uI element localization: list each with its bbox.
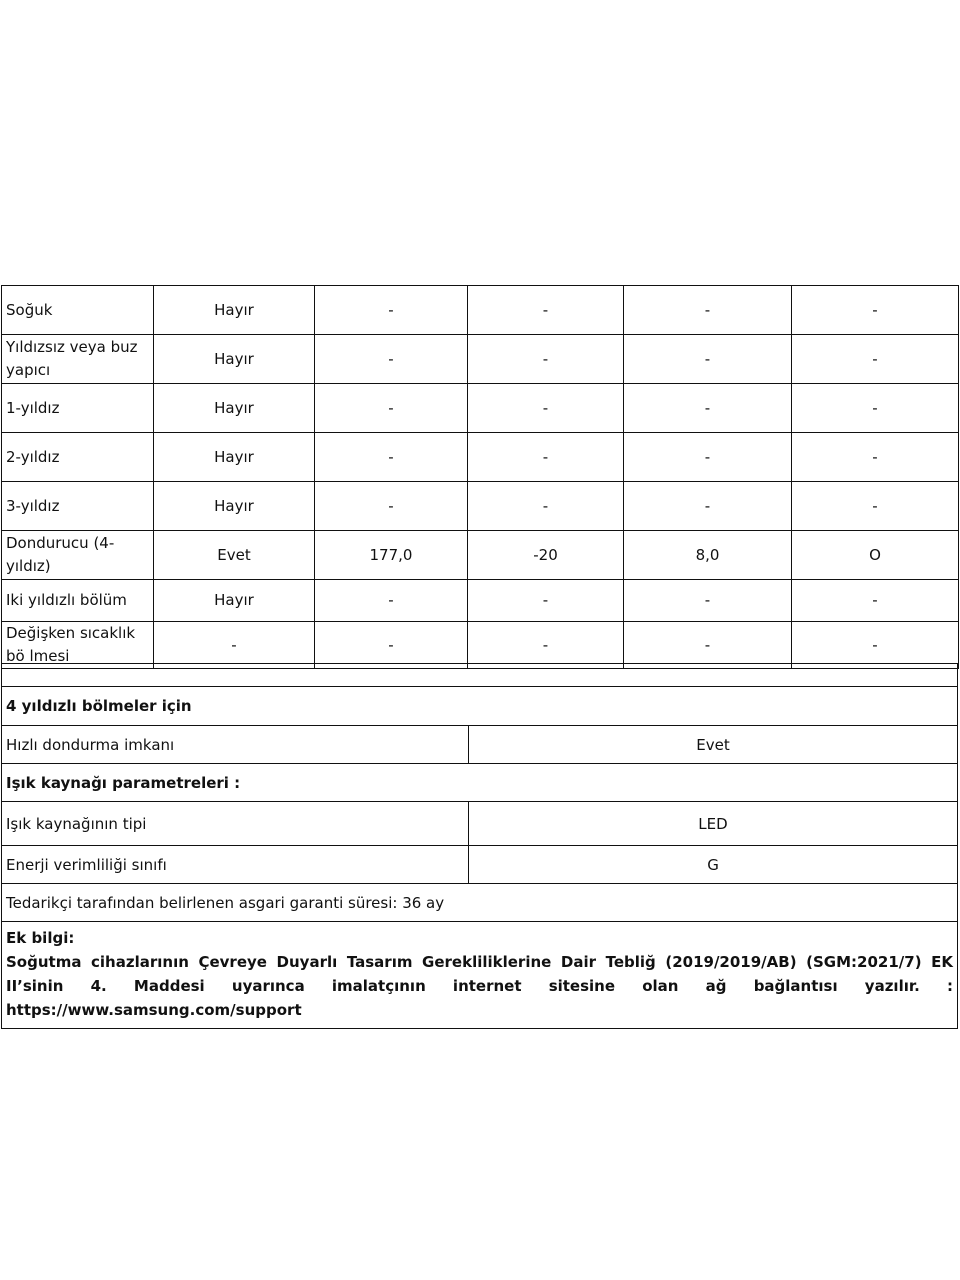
fast-freeze-label: Hızlı dondurma imkanı <box>2 726 469 763</box>
spacer-row <box>2 663 957 686</box>
four-star-heading: 4 yıldızlı bölmeler için <box>6 697 192 715</box>
cell: - <box>315 482 468 531</box>
cell: - <box>468 482 624 531</box>
light-heading-row <box>2 763 957 801</box>
cell: - <box>468 335 624 384</box>
compartment-name: 1-yıldız <box>2 384 154 433</box>
compartment-name: 2-yıldız <box>2 433 154 482</box>
cell: Evet <box>154 531 315 580</box>
light-heading: Işık kaynağı parametreleri : <box>6 773 241 792</box>
compartment-name: Dondurucu (4-yıldız) <box>2 531 154 580</box>
table-row <box>2 531 959 580</box>
compartment-name: Değişken sıcaklık bö lmesi <box>2 622 154 669</box>
warranty-text: Tedarikçi tarafından belirlenen asgari garanti süresi: 36 ay <box>6 893 445 912</box>
cell: - <box>624 335 792 384</box>
cell: O <box>792 531 959 580</box>
cell: Hayır <box>154 384 315 433</box>
compartment-name: 3-yıldız <box>2 482 154 531</box>
table-row <box>2 482 959 531</box>
warranty-row <box>2 883 957 921</box>
cell: - <box>792 433 959 482</box>
cell: - <box>624 286 792 335</box>
cell: - <box>468 622 624 669</box>
compartment-table <box>1 285 959 669</box>
cell: - <box>315 384 468 433</box>
table-row <box>2 384 959 433</box>
cell: 177,0 <box>315 531 468 580</box>
cell: Hayır <box>154 482 315 531</box>
table-row <box>2 433 959 482</box>
cell: - <box>315 286 468 335</box>
cell: - <box>624 433 792 482</box>
energy-class-label: Enerji verimliliği sınıfı <box>2 846 469 883</box>
compartment-name: Yıldızsız veya buz yapıcı <box>2 335 154 384</box>
cell: - <box>315 622 468 669</box>
table-row <box>2 286 959 335</box>
cell: - <box>315 335 468 384</box>
cell: - <box>624 622 792 669</box>
fast-freeze-value: Evet <box>696 735 730 754</box>
cell: - <box>792 482 959 531</box>
cell: Hayır <box>154 335 315 384</box>
energy-class-value: G <box>707 855 719 874</box>
fast-freeze-row <box>2 725 957 763</box>
cell: - <box>315 433 468 482</box>
light-type-label: Işık kaynağının tipi <box>2 802 469 845</box>
cell: - <box>315 580 468 622</box>
cell: -20 <box>468 531 624 580</box>
cell: - <box>792 384 959 433</box>
table-row <box>2 580 959 622</box>
extra-info-text: Soğutma cihazlarının Çevreye Duyarlı Tasarım Gerekliliklerine Dair Tebliğ (2019/2019/AB) (SGM:2021/7) EK II’sinin 4. Maddesi uyarınca imalatçının internet sitesine olan ağ bağlantısı yazılır. : https://www.samsung.com/support <box>6 953 953 1019</box>
four-star-heading-row <box>2 686 957 725</box>
table-row <box>2 622 959 669</box>
cell: - <box>468 433 624 482</box>
cell: - <box>624 384 792 433</box>
extra-info-heading: Ek bilgi: <box>6 929 75 947</box>
extra-info <box>2 922 957 1028</box>
cell: - <box>154 622 315 669</box>
cell: - <box>468 580 624 622</box>
cell: - <box>624 482 792 531</box>
cell: - <box>468 286 624 335</box>
cell: - <box>792 622 959 669</box>
cell: Hayır <box>154 286 315 335</box>
cell: Hayır <box>154 433 315 482</box>
cell: Hayır <box>154 580 315 622</box>
cell: - <box>792 580 959 622</box>
cell: 8,0 <box>624 531 792 580</box>
light-type-value: LED <box>698 814 728 833</box>
energy-class-row <box>2 845 957 883</box>
cell: - <box>468 384 624 433</box>
compartment-name: Soğuk <box>2 286 154 335</box>
table-row <box>2 335 959 384</box>
extra-info-row <box>2 921 957 1028</box>
light-type-row <box>2 801 957 845</box>
cell: - <box>792 335 959 384</box>
cell: - <box>624 580 792 622</box>
compartment-name: Iki yıldızlı bölüm <box>2 580 154 622</box>
cell: - <box>792 286 959 335</box>
lower-section <box>1 663 958 1029</box>
